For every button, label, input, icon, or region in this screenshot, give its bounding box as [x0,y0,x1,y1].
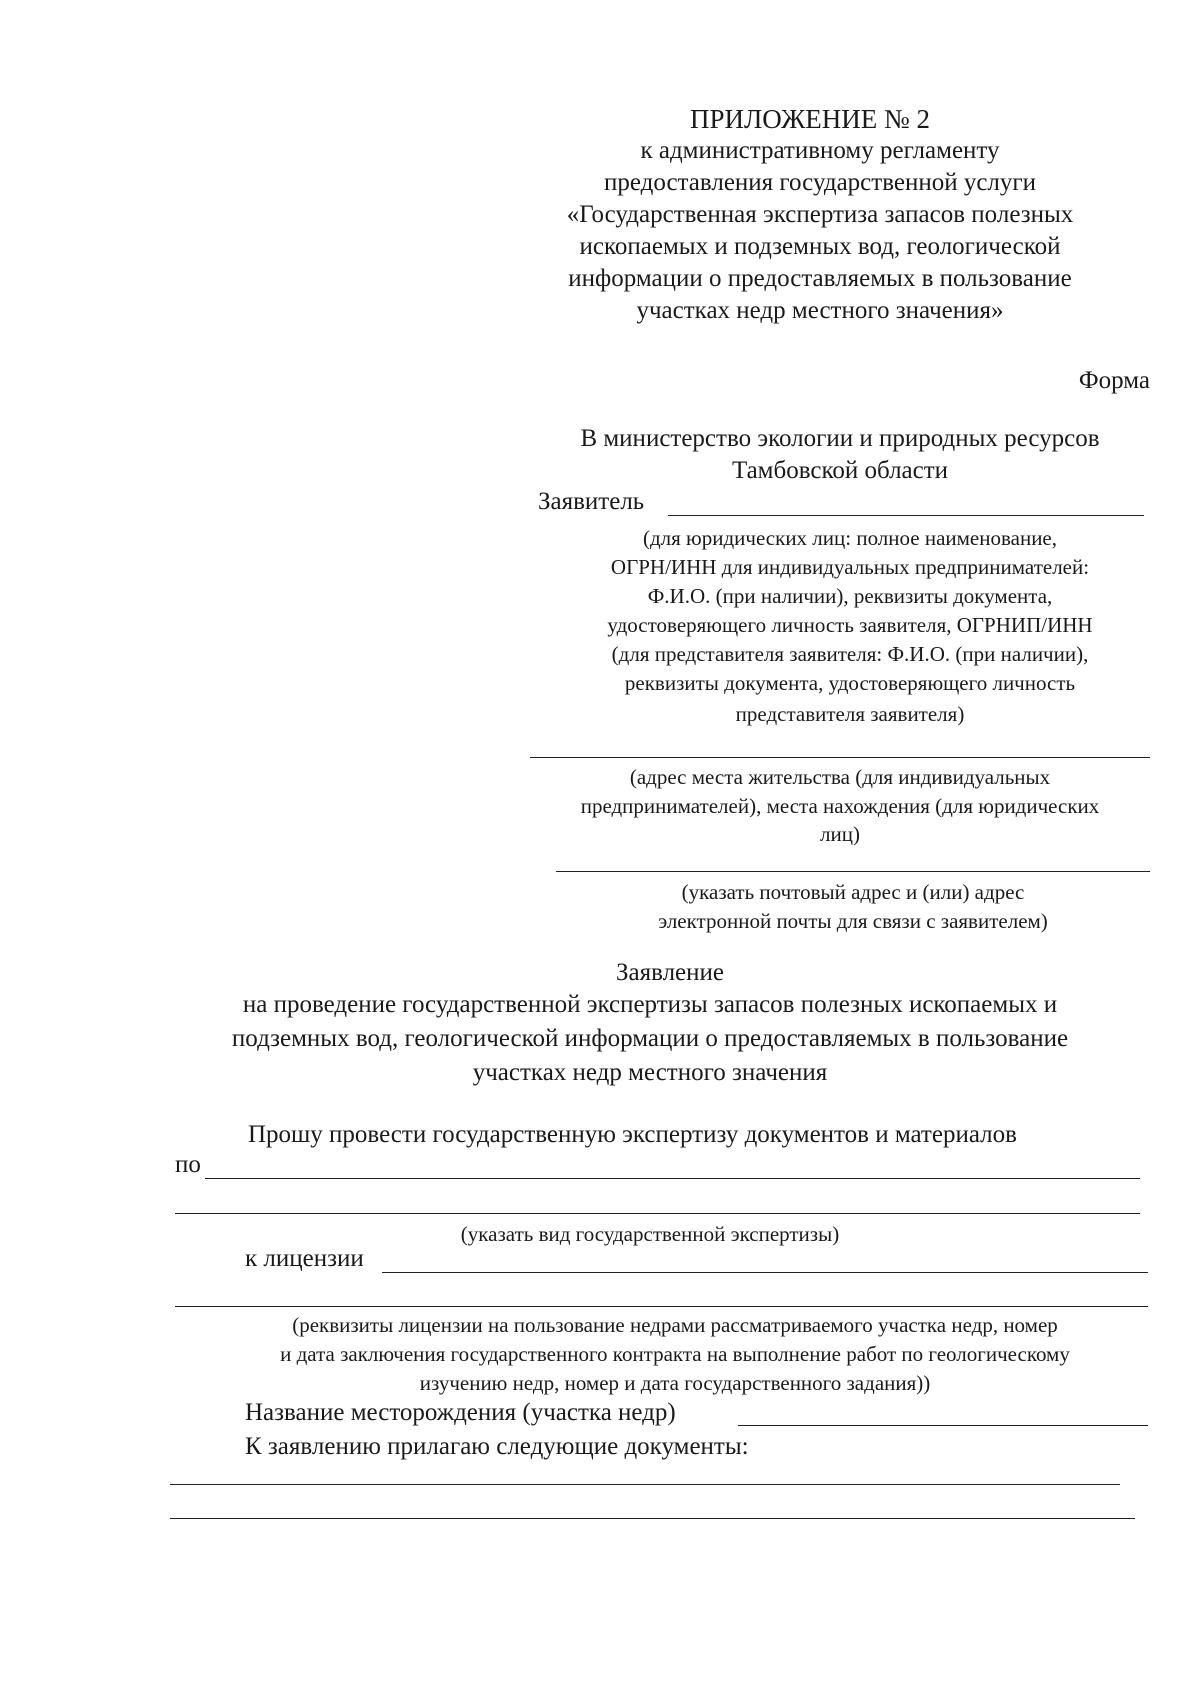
deposit-label: Название месторождения (участка недр) [245,1399,676,1426]
contact-field-line[interactable] [556,871,1150,872]
applicant-hint-4: удостоверяющего личность заявителя, ОГРНИП/ИНН [607,613,1093,637]
statement-subtitle-2: подземных вод, геологической информации о предоставляемых в пользование [231,1025,1069,1052]
expertise-field-line-1[interactable] [205,1178,1140,1179]
applicant-hint-5: (для представителя заявителя: Ф.И.О. (при наличии), [611,642,1089,666]
address-field-line[interactable] [530,757,1150,758]
license-hint-2: и дата заключения государственного контракта на выполнение работ по геологическому [280,1342,1070,1366]
contact-hint-2: электронной почты для связи с заявителем) [658,909,1048,933]
po-label: по [175,1151,201,1178]
header-line-4: ископаемых и подземных вод, геологической [579,233,1061,260]
appendix-title: ПРИЛОЖЕНИЕ № 2 [689,104,931,134]
license-hint-1: (реквизиты лицензии на пользование недрами рассматриваемого участка недр, номер [292,1313,1058,1337]
statement-title: Заявление [615,959,725,986]
address-hint-2: предпринимателей), места нахождения (для юридических [580,794,1100,818]
contact-hint-1: (указать почтовый адрес и (или) адрес [681,880,1025,904]
applicant-field-line[interactable] [668,515,1144,516]
expertise-hint: (указать вид государственной экспертизы) [460,1222,840,1246]
applicant-hint-6: реквизиты документа, удостоверяющего личность [624,671,1076,695]
header-line-5: информации о предоставляемых в пользование [568,265,1072,292]
statement-subtitle-3: участках недр местного значения [472,1059,828,1086]
license-label: к лицензии [245,1245,364,1272]
license-hint-3: изучению недр, номер и дата государственного задания)) [419,1371,931,1395]
applicant-hint-7: представителя заявителя) [735,702,965,726]
attachments-label: К заявлению прилагаю следующие документы: [245,1433,749,1460]
applicant-label: Заявитель [538,488,645,515]
header-line-2: предоставления государственной услуги [603,169,1037,196]
header-line-6: участках недр местного значения» [636,297,1004,324]
request-text: Прошу провести государственную экспертизу документов и материалов [248,1121,1017,1148]
applicant-hint-2: ОГРН/ИНН для индивидуальных предпринимателей: [610,555,1090,579]
header-line-1: к административному регламенту [640,137,1000,164]
statement-subtitle-1: на проведение государственной экспертизы запасов полезных ископаемых и [242,991,1058,1018]
license-field-line-1[interactable] [382,1272,1148,1273]
applicant-hint-1: (для юридических лиц: полное наименование, [642,526,1058,550]
header-line-3: «Государственная экспертиза запасов полезных [566,201,1074,228]
address-hint-3: лиц) [820,822,860,846]
deposit-field-line[interactable] [738,1425,1148,1426]
license-field-line-2[interactable] [175,1306,1148,1307]
address-hint-1: (адрес места жительства (для индивидуальных [629,765,1051,789]
applicant-hint-3: Ф.И.О. (при наличии), реквизиты документа, [647,584,1053,608]
expertise-field-line-2[interactable] [175,1213,1140,1214]
attachments-field-line-1[interactable] [170,1484,1120,1485]
form-label: Форма [1078,367,1150,394]
attachments-field-line-2[interactable] [170,1518,1135,1519]
addressee-line-2: Тамбовской области [731,457,949,484]
addressee-line-1: В министерство экологии и природных ресурсов [580,425,1100,452]
